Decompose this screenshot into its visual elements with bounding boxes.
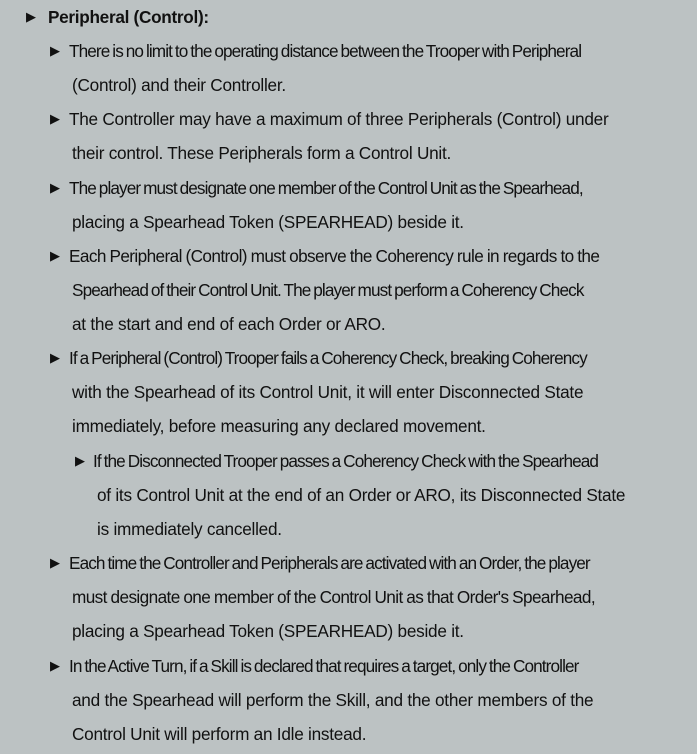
list-bullet-icon: ▶	[50, 248, 60, 263]
sub-list-item-line: of its Control Unit at the end of an Order or ARO, its Disconnected State	[97, 485, 626, 505]
list-item-line: The Controller may have a maximum of three Peripherals (Control) under	[69, 109, 609, 129]
sub-list-bullet-icon: ▶	[75, 453, 85, 468]
list-item-line: their control. These Peripherals form a Control Unit.	[72, 143, 452, 163]
list-bullet-icon: ▶	[50, 43, 60, 58]
list-item-line: In the Active Turn, if a Skill is declared that requires a target, only the Controller	[69, 656, 579, 676]
list-bullet-icon: ▶	[50, 350, 60, 365]
list-item-line: immediately, before measuring any declared movement.	[72, 416, 486, 436]
list-item-line: Each time the Controller and Peripherals are activated with an Order, the player	[69, 553, 590, 573]
heading-bullet-icon: ▶	[26, 9, 36, 24]
list-item-line: If a Peripheral (Control) Trooper fails a Coherency Check, breaking Coherency	[69, 348, 587, 368]
list-bullet-icon: ▶	[50, 555, 60, 570]
sub-list-item-line: If the Disconnected Trooper passes a Coherency Check with the Spearhead	[93, 451, 599, 471]
list-item-line: (Control) and their Controller.	[72, 75, 286, 95]
list-item-line: The player must designate one member of the Control Unit as the Spearhead,	[69, 178, 583, 198]
list-item-line: at the start and end of each Order or ARO.	[72, 314, 386, 334]
sub-list-item-line: is immediately cancelled.	[97, 519, 282, 539]
list-item-line: placing a Spearhead Token (SPEARHEAD) beside it.	[72, 212, 464, 232]
list-item-line: Each Peripheral (Control) must observe the Coherency rule in regards to the	[69, 246, 600, 266]
list-bullet-icon: ▶	[50, 111, 60, 126]
list-item-line: Control Unit will perform an Idle instead.	[72, 724, 367, 744]
list-item-line: Spearhead of their Control Unit. The player must perform a Coherency Check	[72, 280, 584, 300]
list-bullet-icon: ▶	[50, 658, 60, 673]
list-item-line: and the Spearhead will perform the Skill, and the other members of the	[72, 690, 594, 710]
section-heading: Peripheral (Control):	[48, 7, 209, 27]
list-item-line: placing a Spearhead Token (SPEARHEAD) beside it.	[72, 621, 464, 641]
list-item-line: with the Spearhead of its Control Unit, it will enter Disconnected State	[72, 382, 584, 402]
list-bullet-icon: ▶	[50, 180, 60, 195]
list-item-line: must designate one member of the Control Unit as that Order's Spearhead,	[72, 587, 596, 607]
list-item-line: There is no limit to the operating distance between the Trooper with Peripheral	[69, 41, 582, 61]
